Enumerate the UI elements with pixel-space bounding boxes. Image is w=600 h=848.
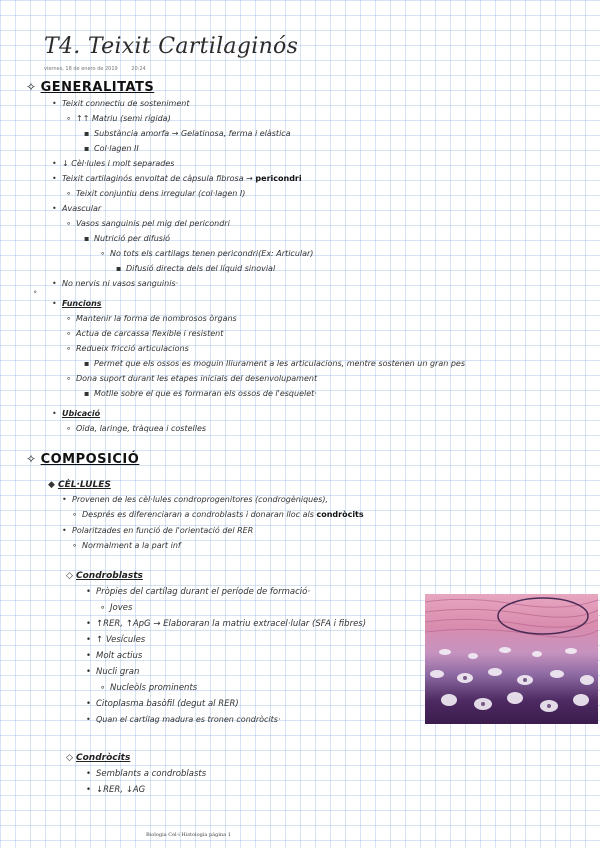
list-item: ∘ Després es diferenciaran a condroblasts i donaran lloc als condròcits [72,510,364,519]
circle-bullet-icon: ∘ [66,189,72,198]
circle-bullet-icon: ∘ [66,374,72,383]
diamond-outline-icon: ◇ [66,753,73,763]
square-bullet-icon: ▪ [84,234,90,243]
condrocits-term: condròcits [316,510,364,519]
circle-bullet-icon: ∘ [66,329,72,338]
list-item: • Provenen de les cèl·lules condroprogenitores (condrogèniques), [62,495,328,504]
list-item: ∘ Mantenir la forma de nombrosos òrgans [66,314,237,323]
page-title: T4. Teixit Cartilaginós [44,34,299,59]
bullet-icon: • [62,495,67,504]
list-item: • Quan el cartílag madura es tronen condròcits· [86,715,281,724]
bullet-icon: • [86,651,92,661]
square-bullet-icon: ▪ [84,144,90,153]
list-item: • ↑ Vesícules [86,635,146,645]
list-item: • Citoplasma basòfil (degut al RER) [86,699,239,709]
list-item: • Teixit connectiu de sosteniment [52,99,190,108]
bullet-icon: • [52,174,57,183]
bullet-icon: • [52,159,57,168]
diamond-bullet-icon: ◆ [48,480,55,490]
cellules-heading: CÈL·LULES [58,480,111,490]
list-item: • Molt actius [86,651,143,661]
circle-bullet-icon: ∘ [66,114,72,123]
list-item: ∘ Vasos sanguinis pel mig del pericondri [66,219,230,228]
section-generalitats [26,80,154,95]
circle-bullet-icon: ∘ [66,219,72,228]
list-item: ▪ Motlle sobre el que es formaran els ossos de l'esquelet· [84,389,317,398]
list-item: ▪ Permet que els ossos es moguin lliurament a les articulacions, mentre sostenen un gran pes [84,359,466,368]
circle-bullet-icon: ∘ [100,603,106,613]
list-item: ∘ Normalment a la part inf [72,541,181,550]
list-item: ∘ No tots els cartilags tenen pericondri(Ex: Articular) [100,249,314,258]
list-item: • Pròpies del cartílag durant el període de formació· [86,587,311,597]
list-item: • Nucli gran [86,667,140,677]
list-item: ▪ Nutrició per difusió [84,234,171,243]
list-item: ∘ Teixit conjuntiu dens irregular (col·lagen I) [66,189,246,198]
list-item: ∘ ↑↑ Matriu (semi rígida) [66,114,171,123]
circle-bullet-icon: ∘ [66,344,72,353]
pericondri-term: pericondri [255,174,302,183]
list-item [48,480,111,490]
list-item: • ↑RER, ↑ApG → Elaboraran la matriu extracel·lular (SFA i fibres) [86,619,367,629]
list-item: • Avascular [52,204,102,213]
micrograph-drawing [425,594,598,724]
section-composicio [26,452,139,467]
time-text: 20:24 [131,66,146,72]
bullet-icon: • [52,409,57,418]
list-item: ▪ Substància amorfa → Gelatinosa, ferma i elàstica [84,129,291,138]
list-item: • Polaritzades en funció de l'orientació del RER [62,526,254,535]
circle-bullet-icon: ∘ [66,314,72,323]
list-item [66,571,143,581]
list-item: • ↓RER, ↓AG [86,785,146,795]
list-item: • ↓ Cèl·lules i molt separades [52,159,175,168]
stray-circle-icon: ∘ [33,288,38,296]
bullet-icon: • [52,299,57,308]
list-item: • Semblants a condroblasts [86,769,207,779]
list-item: ▪ Difusió directa dels del líquid sinovial [116,264,276,273]
bullet-icon: • [86,769,92,779]
square-bullet-icon: ▪ [84,129,90,138]
page-date [44,66,146,72]
bullet-icon: • [86,619,92,629]
bullet-icon: • [52,279,57,288]
bullet-icon: • [62,526,67,535]
circle-bullet-icon: ∘ [100,249,106,258]
circle-bullet-icon: ∘ [72,541,78,550]
section-label: GENERALITATS [40,80,155,95]
list-item [52,409,100,419]
square-bullet-icon: ▪ [116,264,122,273]
list-item: • Teixit cartilaginós envoltat de càpsula fibrosa → pericondri [52,174,302,183]
bullet-icon: • [86,667,92,677]
diamond-icon: ✧ [26,80,37,94]
bullet-icon: • [52,99,57,108]
list-item: ∘ Joves [100,603,133,613]
circle-bullet-icon: ∘ [100,683,106,693]
condroblasts-heading: Condroblasts [76,571,143,581]
list-item: ∘ Actua de carcassa flexible i resistent [66,329,224,338]
circle-bullet-icon: ∘ [72,510,78,519]
list-item: ∘ Redueix fricció articulacions [66,344,189,353]
funcions-heading: Funcions [62,299,102,308]
list-item: ∘ Dona suport durant les etapes inicials del desenvolupament [66,374,318,383]
date-text: viernes, 18 de enero de 2019 [44,66,118,72]
bullet-icon: • [86,635,92,645]
ubicacio-heading: Ubicació [62,409,101,418]
section-label: COMPOSICIÓ [40,452,140,467]
bullet-icon: • [52,204,57,213]
square-bullet-icon: ▪ [84,389,90,398]
bullet-icon: • [86,785,92,795]
list-item: ∘ Nucleòls prominents [100,683,198,693]
diamond-icon: ✧ [26,452,37,466]
bullet-icon: • [86,715,91,724]
circle-bullet-icon: ∘ [66,424,72,433]
list-item [66,753,130,763]
list-item: • No nervis ni vasos sanguinis· [52,279,179,288]
bullet-icon: • [86,699,92,709]
page-footer: Biologia Cel·i Histologia página 1 [146,832,231,838]
list-item: ▪ Col·lagen II [84,144,139,153]
list-item [52,299,102,309]
bullet-icon: • [86,587,92,597]
square-bullet-icon: ▪ [84,359,90,368]
condrocits-heading: Condròcits [76,753,131,763]
cartilage-micrograph [425,594,598,724]
list-item: ∘ Oïda, laringe, tràquea i costelles [66,424,207,433]
diamond-outline-icon: ◇ [66,571,73,581]
